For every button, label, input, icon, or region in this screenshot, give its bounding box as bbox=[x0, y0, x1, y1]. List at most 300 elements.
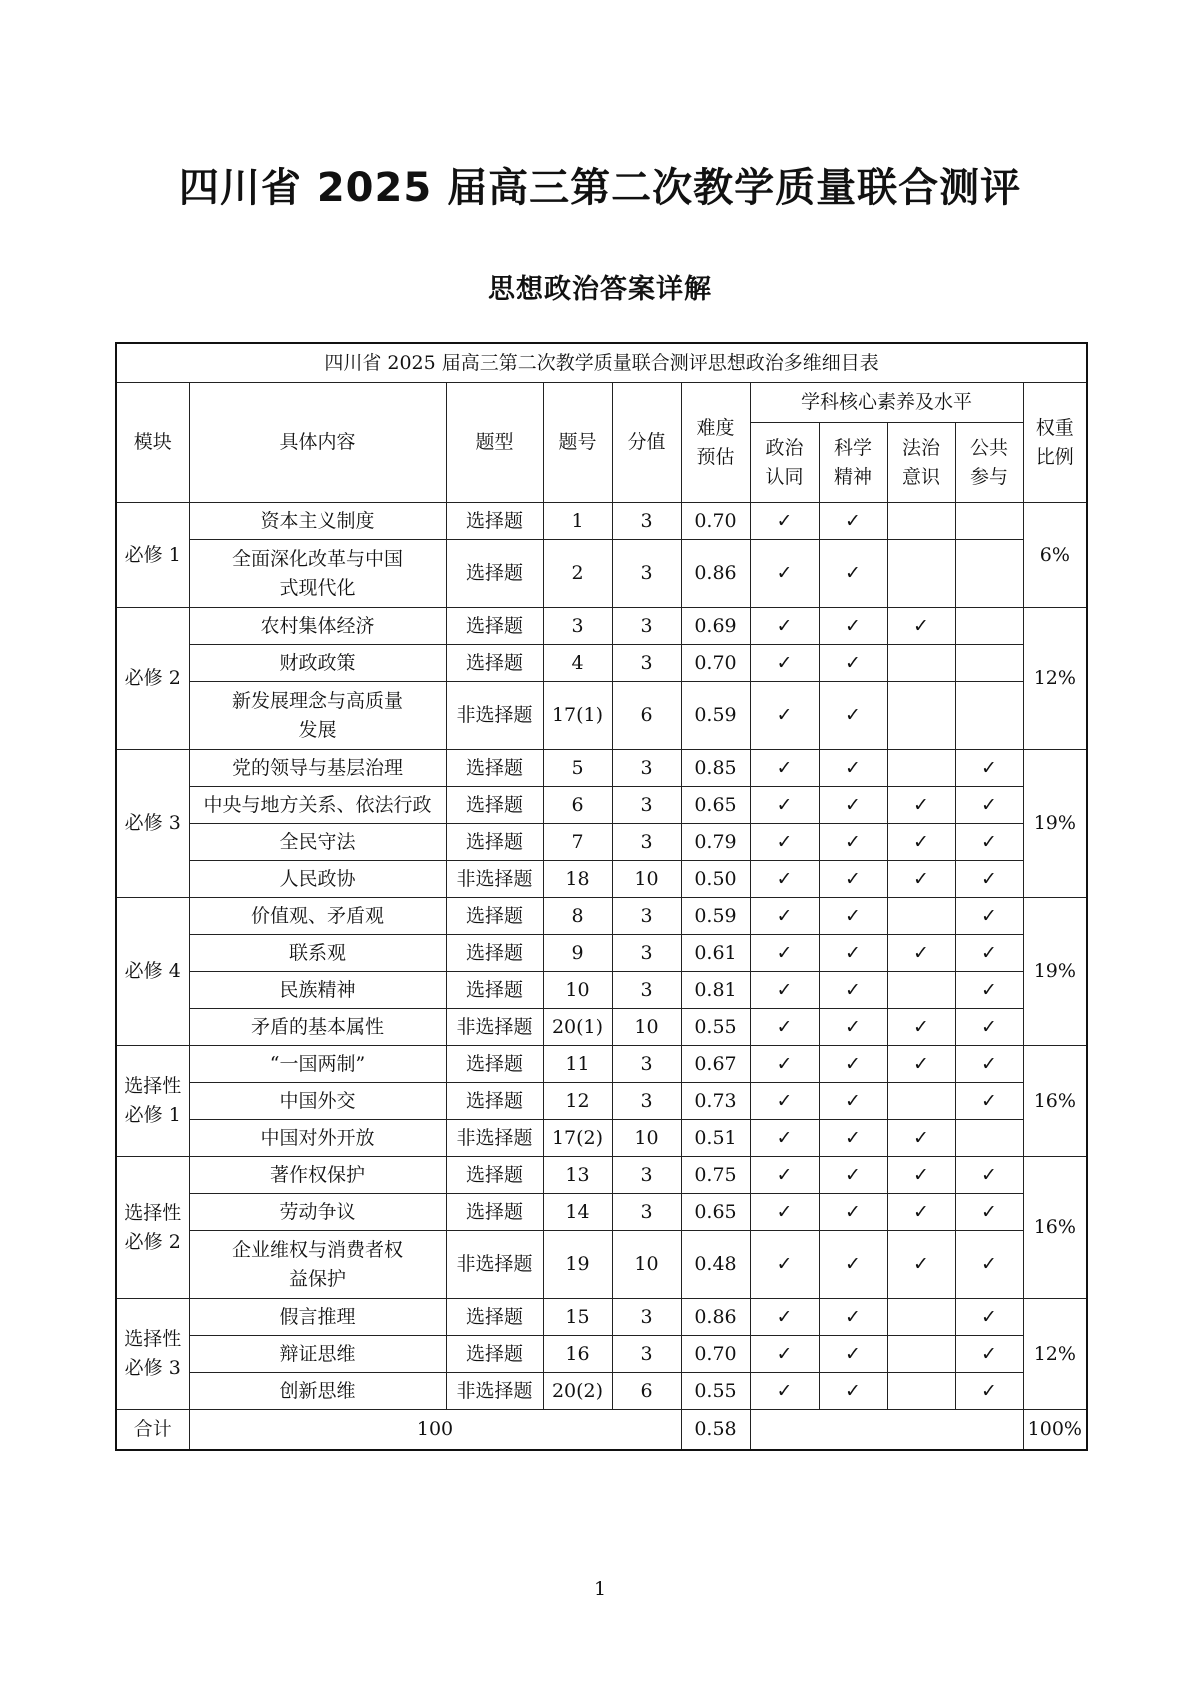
content-cell: 全民守法 bbox=[189, 824, 446, 861]
literacy-political-identity-cell bbox=[750, 682, 819, 750]
literacy-scientific-spirit-cell bbox=[819, 1336, 887, 1373]
literacy-political-identity-cell bbox=[750, 503, 819, 540]
number-cell: 6 bbox=[543, 787, 612, 824]
header-module: 模块 bbox=[116, 383, 189, 503]
check-mark-icon: ✓ bbox=[913, 941, 929, 964]
table-row bbox=[116, 861, 1087, 898]
document-subtitle: 思想政治答案详解 bbox=[488, 274, 712, 305]
content-cell: 全面深化改革与中国式现代化 bbox=[189, 540, 446, 608]
score-cell: 10 bbox=[612, 1009, 681, 1046]
literacy-public-participation-cell bbox=[955, 1299, 1023, 1336]
content-cell: 价值观、矛盾观 bbox=[189, 898, 446, 935]
module-cell: 选择性必修 3 bbox=[116, 1299, 189, 1410]
literacy-political-identity-cell bbox=[750, 1157, 819, 1194]
content-cell: 财政政策 bbox=[189, 645, 446, 682]
table-row bbox=[116, 972, 1087, 1009]
type-cell: 选择题 bbox=[446, 1336, 543, 1373]
number-cell: 4 bbox=[543, 645, 612, 682]
check-mark-icon: ✓ bbox=[981, 793, 997, 816]
check-mark-icon: ✓ bbox=[913, 1052, 929, 1075]
literacy-political-identity-cell bbox=[750, 824, 819, 861]
number-cell: 16 bbox=[543, 1336, 612, 1373]
check-mark-icon: ✓ bbox=[981, 867, 997, 890]
literacy-public-participation-cell bbox=[955, 824, 1023, 861]
weight-cell: 19% bbox=[1023, 898, 1087, 1046]
check-mark-icon: ✓ bbox=[776, 614, 793, 637]
check-mark-icon: ✓ bbox=[776, 1126, 793, 1149]
table-row bbox=[116, 1231, 1087, 1299]
score-cell: 3 bbox=[612, 1083, 681, 1120]
header-literacy-political-identity: 政治认同 bbox=[750, 423, 819, 503]
number-cell: 17(2) bbox=[543, 1120, 612, 1157]
score-cell: 3 bbox=[612, 540, 681, 608]
difficulty-cell: 0.85 bbox=[681, 750, 750, 787]
number-cell: 2 bbox=[543, 540, 612, 608]
number-cell: 10 bbox=[543, 972, 612, 1009]
literacy-public-participation-cell bbox=[955, 1231, 1023, 1299]
check-mark-icon: ✓ bbox=[981, 1163, 997, 1186]
number-cell: 7 bbox=[543, 824, 612, 861]
content-cell: 中央与地方关系、依法行政 bbox=[189, 787, 446, 824]
table-row bbox=[116, 1083, 1087, 1120]
content-cell: 人民政协 bbox=[189, 861, 446, 898]
literacy-public-participation-cell bbox=[955, 1373, 1023, 1410]
check-mark-icon: ✓ bbox=[845, 1379, 861, 1402]
page-number: 1 bbox=[593, 1578, 607, 1600]
number-cell: 20(1) bbox=[543, 1009, 612, 1046]
number-cell: 5 bbox=[543, 750, 612, 787]
difficulty-cell: 0.59 bbox=[681, 682, 750, 750]
literacy-political-identity-cell bbox=[750, 787, 819, 824]
header-literacy-public-participation: 公共参与 bbox=[955, 423, 1023, 503]
check-mark-icon: ✓ bbox=[845, 704, 861, 726]
table-row bbox=[116, 898, 1087, 935]
literacy-rule-of-law-cell bbox=[887, 824, 955, 861]
module-cell: 选择性必修 2 bbox=[116, 1157, 189, 1299]
check-mark-icon: ✓ bbox=[845, 830, 861, 853]
header-literacy-rule-of-law: 法治意识 bbox=[887, 423, 955, 503]
literacy-public-participation-cell bbox=[955, 1336, 1023, 1373]
difficulty-cell: 0.51 bbox=[681, 1120, 750, 1157]
literacy-rule-of-law-cell bbox=[887, 645, 955, 682]
check-mark-icon: ✓ bbox=[776, 1200, 793, 1223]
difficulty-cell: 0.48 bbox=[681, 1231, 750, 1299]
content-cell: 农村集体经济 bbox=[189, 608, 446, 645]
difficulty-cell: 0.79 bbox=[681, 824, 750, 861]
check-mark-icon: ✓ bbox=[776, 509, 793, 532]
type-cell: 选择题 bbox=[446, 972, 543, 1009]
check-mark-icon: ✓ bbox=[776, 1305, 793, 1328]
check-mark-icon: ✓ bbox=[913, 1015, 929, 1038]
literacy-rule-of-law-cell bbox=[887, 972, 955, 1009]
weight-cell: 16% bbox=[1023, 1157, 1087, 1299]
literacy-public-participation-cell bbox=[955, 682, 1023, 750]
table-row bbox=[116, 750, 1087, 787]
difficulty-cell: 0.70 bbox=[681, 645, 750, 682]
check-mark-icon: ✓ bbox=[776, 651, 793, 674]
table-row bbox=[116, 935, 1087, 972]
literacy-scientific-spirit-cell bbox=[819, 1157, 887, 1194]
check-mark-icon: ✓ bbox=[845, 1305, 861, 1328]
type-cell: 非选择题 bbox=[446, 1231, 543, 1299]
literacy-scientific-spirit-cell bbox=[819, 1194, 887, 1231]
score-cell: 10 bbox=[612, 1120, 681, 1157]
check-mark-icon: ✓ bbox=[845, 1200, 861, 1223]
content-cell: 资本主义制度 bbox=[189, 503, 446, 540]
content-cell: 联系观 bbox=[189, 935, 446, 972]
literacy-scientific-spirit-cell bbox=[819, 787, 887, 824]
literacy-rule-of-law-cell bbox=[887, 1194, 955, 1231]
content-cell: 劳动争议 bbox=[189, 1194, 446, 1231]
score-cell: 3 bbox=[612, 1336, 681, 1373]
difficulty-cell: 0.86 bbox=[681, 1299, 750, 1336]
literacy-scientific-spirit-cell bbox=[819, 972, 887, 1009]
check-mark-icon: ✓ bbox=[776, 1089, 793, 1112]
score-cell: 3 bbox=[612, 787, 681, 824]
check-mark-icon: ✓ bbox=[845, 941, 861, 964]
type-cell: 选择题 bbox=[446, 608, 543, 645]
content-cell: 矛盾的基本属性 bbox=[189, 1009, 446, 1046]
literacy-rule-of-law-cell bbox=[887, 1299, 955, 1336]
weight-cell: 6% bbox=[1023, 503, 1087, 608]
table-body bbox=[116, 503, 1087, 1410]
check-mark-icon: ✓ bbox=[776, 904, 793, 927]
check-mark-icon: ✓ bbox=[981, 1342, 997, 1365]
total-weight: 100% bbox=[1023, 1410, 1087, 1450]
weight-cell: 16% bbox=[1023, 1046, 1087, 1157]
literacy-scientific-spirit-cell bbox=[819, 824, 887, 861]
score-cell: 10 bbox=[612, 861, 681, 898]
difficulty-cell: 0.55 bbox=[681, 1373, 750, 1410]
literacy-public-participation-cell bbox=[955, 1194, 1023, 1231]
difficulty-cell: 0.70 bbox=[681, 1336, 750, 1373]
score-cell: 3 bbox=[612, 935, 681, 972]
table-row bbox=[116, 540, 1087, 608]
table-row bbox=[116, 1120, 1087, 1157]
module-cell: 必修 3 bbox=[116, 750, 189, 898]
check-mark-icon: ✓ bbox=[981, 1305, 997, 1328]
table-caption: 四川省 2025 届高三第二次教学质量联合测评思想政治多维细目表 bbox=[116, 343, 1087, 383]
check-mark-icon: ✓ bbox=[913, 830, 929, 853]
literacy-rule-of-law-cell bbox=[887, 1157, 955, 1194]
literacy-public-participation-cell bbox=[955, 1120, 1023, 1157]
module-cell: 选择性必修 1 bbox=[116, 1046, 189, 1157]
weight-cell: 12% bbox=[1023, 608, 1087, 750]
literacy-scientific-spirit-cell bbox=[819, 1231, 887, 1299]
header-difficulty: 难度预估 bbox=[681, 383, 750, 503]
score-cell: 3 bbox=[612, 898, 681, 935]
literacy-public-participation-cell bbox=[955, 1046, 1023, 1083]
difficulty-cell: 0.59 bbox=[681, 898, 750, 935]
literacy-political-identity-cell bbox=[750, 935, 819, 972]
literacy-political-identity-cell bbox=[750, 1231, 819, 1299]
number-cell: 12 bbox=[543, 1083, 612, 1120]
content-cell: 假言推理 bbox=[189, 1299, 446, 1336]
type-cell: 选择题 bbox=[446, 645, 543, 682]
literacy-scientific-spirit-cell bbox=[819, 608, 887, 645]
type-cell: 选择题 bbox=[446, 1046, 543, 1083]
check-mark-icon: ✓ bbox=[845, 904, 861, 927]
type-cell: 选择题 bbox=[446, 540, 543, 608]
literacy-political-identity-cell bbox=[750, 861, 819, 898]
literacy-rule-of-law-cell bbox=[887, 1120, 955, 1157]
check-mark-icon: ✓ bbox=[981, 941, 997, 964]
check-mark-icon: ✓ bbox=[776, 978, 793, 1001]
difficulty-cell: 0.75 bbox=[681, 1157, 750, 1194]
header-content: 具体内容 bbox=[189, 383, 446, 503]
literacy-rule-of-law-cell bbox=[887, 935, 955, 972]
table-row bbox=[116, 503, 1087, 540]
score-cell: 3 bbox=[612, 503, 681, 540]
literacy-political-identity-cell bbox=[750, 1046, 819, 1083]
difficulty-cell: 0.73 bbox=[681, 1083, 750, 1120]
score-cell: 3 bbox=[612, 824, 681, 861]
difficulty-cell: 0.65 bbox=[681, 787, 750, 824]
number-cell: 18 bbox=[543, 861, 612, 898]
table-row bbox=[116, 1194, 1087, 1231]
type-cell: 选择题 bbox=[446, 898, 543, 935]
score-cell: 6 bbox=[612, 1373, 681, 1410]
module-cell: 必修 2 bbox=[116, 608, 189, 750]
total-score: 100 bbox=[189, 1410, 681, 1450]
table-row bbox=[116, 682, 1087, 750]
literacy-political-identity-cell bbox=[750, 1009, 819, 1046]
literacy-rule-of-law-cell bbox=[887, 898, 955, 935]
number-cell: 9 bbox=[543, 935, 612, 972]
literacy-rule-of-law-cell bbox=[887, 608, 955, 645]
check-mark-icon: ✓ bbox=[913, 1126, 929, 1149]
literacy-rule-of-law-cell bbox=[887, 1046, 955, 1083]
score-cell: 3 bbox=[612, 1046, 681, 1083]
check-mark-icon: ✓ bbox=[845, 867, 861, 890]
type-cell: 选择题 bbox=[446, 824, 543, 861]
check-mark-icon: ✓ bbox=[845, 978, 861, 1001]
literacy-political-identity-cell bbox=[750, 608, 819, 645]
score-cell: 3 bbox=[612, 1157, 681, 1194]
literacy-rule-of-law-cell bbox=[887, 1373, 955, 1410]
content-cell: 辩证思维 bbox=[189, 1336, 446, 1373]
difficulty-cell: 0.61 bbox=[681, 935, 750, 972]
check-mark-icon: ✓ bbox=[913, 867, 929, 890]
score-cell: 3 bbox=[612, 1299, 681, 1336]
literacy-political-identity-cell bbox=[750, 972, 819, 1009]
difficulty-cell: 0.69 bbox=[681, 608, 750, 645]
literacy-scientific-spirit-cell bbox=[819, 503, 887, 540]
check-mark-icon: ✓ bbox=[845, 1089, 861, 1112]
check-mark-icon: ✓ bbox=[845, 614, 861, 637]
literacy-rule-of-law-cell bbox=[887, 1083, 955, 1120]
check-mark-icon: ✓ bbox=[776, 562, 793, 584]
type-cell: 非选择题 bbox=[446, 1009, 543, 1046]
literacy-political-identity-cell bbox=[750, 1194, 819, 1231]
literacy-rule-of-law-cell bbox=[887, 750, 955, 787]
check-mark-icon: ✓ bbox=[845, 1015, 861, 1038]
total-difficulty: 0.58 bbox=[681, 1410, 750, 1450]
table-row bbox=[116, 1373, 1087, 1410]
difficulty-cell: 0.86 bbox=[681, 540, 750, 608]
total-row bbox=[116, 1410, 1087, 1450]
literacy-political-identity-cell bbox=[750, 1083, 819, 1120]
specification-table bbox=[115, 342, 1088, 1451]
type-cell: 选择题 bbox=[446, 1083, 543, 1120]
literacy-scientific-spirit-cell bbox=[819, 898, 887, 935]
literacy-political-identity-cell bbox=[750, 540, 819, 608]
content-cell: 企业维权与消费者权益保护 bbox=[189, 1231, 446, 1299]
number-cell: 14 bbox=[543, 1194, 612, 1231]
number-cell: 8 bbox=[543, 898, 612, 935]
check-mark-icon: ✓ bbox=[913, 793, 929, 816]
literacy-scientific-spirit-cell bbox=[819, 540, 887, 608]
header-literacy-scientific-spirit: 科学精神 bbox=[819, 423, 887, 503]
literacy-rule-of-law-cell bbox=[887, 540, 955, 608]
check-mark-icon: ✓ bbox=[845, 1253, 861, 1275]
literacy-public-participation-cell bbox=[955, 608, 1023, 645]
literacy-public-participation-cell bbox=[955, 645, 1023, 682]
check-mark-icon: ✓ bbox=[913, 1200, 929, 1223]
table-row bbox=[116, 1299, 1087, 1336]
literacy-political-identity-cell bbox=[750, 1299, 819, 1336]
type-cell: 非选择题 bbox=[446, 1373, 543, 1410]
number-cell: 19 bbox=[543, 1231, 612, 1299]
check-mark-icon: ✓ bbox=[981, 1253, 997, 1275]
score-cell: 3 bbox=[612, 608, 681, 645]
content-cell: 中国外交 bbox=[189, 1083, 446, 1120]
literacy-public-participation-cell bbox=[955, 503, 1023, 540]
check-mark-icon: ✓ bbox=[845, 562, 861, 584]
literacy-public-participation-cell bbox=[955, 1157, 1023, 1194]
number-cell: 13 bbox=[543, 1157, 612, 1194]
number-cell: 20(2) bbox=[543, 1373, 612, 1410]
check-mark-icon: ✓ bbox=[776, 1163, 793, 1186]
literacy-public-participation-cell bbox=[955, 1009, 1023, 1046]
literacy-scientific-spirit-cell bbox=[819, 935, 887, 972]
table-row bbox=[116, 608, 1087, 645]
check-mark-icon: ✓ bbox=[981, 1015, 997, 1038]
document-title: 四川省 2025 届高三第二次教学质量联合测评 bbox=[178, 165, 1022, 211]
type-cell: 非选择题 bbox=[446, 1120, 543, 1157]
header-score: 分值 bbox=[612, 383, 681, 503]
content-cell: 创新思维 bbox=[189, 1373, 446, 1410]
literacy-scientific-spirit-cell bbox=[819, 1009, 887, 1046]
score-cell: 10 bbox=[612, 1231, 681, 1299]
check-mark-icon: ✓ bbox=[913, 1253, 929, 1275]
number-cell: 3 bbox=[543, 608, 612, 645]
check-mark-icon: ✓ bbox=[776, 867, 793, 890]
content-cell: 党的领导与基层治理 bbox=[189, 750, 446, 787]
check-mark-icon: ✓ bbox=[845, 1052, 861, 1075]
module-cell: 必修 4 bbox=[116, 898, 189, 1046]
literacy-scientific-spirit-cell bbox=[819, 1046, 887, 1083]
literacy-scientific-spirit-cell bbox=[819, 645, 887, 682]
check-mark-icon: ✓ bbox=[913, 1163, 929, 1186]
literacy-public-participation-cell bbox=[955, 861, 1023, 898]
check-mark-icon: ✓ bbox=[981, 830, 997, 853]
check-mark-icon: ✓ bbox=[981, 1200, 997, 1223]
table-row bbox=[116, 1336, 1087, 1373]
literacy-political-identity-cell bbox=[750, 1336, 819, 1373]
table-row bbox=[116, 1046, 1087, 1083]
literacy-rule-of-law-cell bbox=[887, 1231, 955, 1299]
check-mark-icon: ✓ bbox=[776, 1052, 793, 1075]
difficulty-cell: 0.67 bbox=[681, 1046, 750, 1083]
literacy-rule-of-law-cell bbox=[887, 503, 955, 540]
literacy-scientific-spirit-cell bbox=[819, 750, 887, 787]
difficulty-cell: 0.81 bbox=[681, 972, 750, 1009]
content-cell: 民族精神 bbox=[189, 972, 446, 1009]
content-cell: 中国对外开放 bbox=[189, 1120, 446, 1157]
check-mark-icon: ✓ bbox=[981, 1089, 997, 1112]
literacy-scientific-spirit-cell bbox=[819, 1373, 887, 1410]
type-cell: 选择题 bbox=[446, 750, 543, 787]
literacy-scientific-spirit-cell bbox=[819, 1083, 887, 1120]
literacy-scientific-spirit-cell bbox=[819, 861, 887, 898]
check-mark-icon: ✓ bbox=[845, 651, 861, 674]
header-weight: 权重比例 bbox=[1023, 383, 1087, 503]
check-mark-icon: ✓ bbox=[776, 941, 793, 964]
header-type: 题型 bbox=[446, 383, 543, 503]
literacy-political-identity-cell bbox=[750, 898, 819, 935]
check-mark-icon: ✓ bbox=[845, 1126, 861, 1149]
check-mark-icon: ✓ bbox=[913, 614, 929, 637]
score-cell: 6 bbox=[612, 682, 681, 750]
weight-cell: 19% bbox=[1023, 750, 1087, 898]
literacy-rule-of-law-cell bbox=[887, 1336, 955, 1373]
type-cell: 选择题 bbox=[446, 503, 543, 540]
literacy-scientific-spirit-cell bbox=[819, 682, 887, 750]
total-label: 合计 bbox=[116, 1410, 189, 1450]
literacy-political-identity-cell bbox=[750, 1373, 819, 1410]
check-mark-icon: ✓ bbox=[845, 793, 861, 816]
check-mark-icon: ✓ bbox=[845, 1163, 861, 1186]
type-cell: 非选择题 bbox=[446, 861, 543, 898]
check-mark-icon: ✓ bbox=[981, 1379, 997, 1402]
number-cell: 11 bbox=[543, 1046, 612, 1083]
type-cell: 选择题 bbox=[446, 1194, 543, 1231]
literacy-public-participation-cell bbox=[955, 935, 1023, 972]
content-cell: “一国两制” bbox=[189, 1046, 446, 1083]
literacy-rule-of-law-cell bbox=[887, 1009, 955, 1046]
content-cell: 著作权保护 bbox=[189, 1157, 446, 1194]
literacy-scientific-spirit-cell bbox=[819, 1299, 887, 1336]
literacy-rule-of-law-cell bbox=[887, 787, 955, 824]
content-cell: 新发展理念与高质量发展 bbox=[189, 682, 446, 750]
literacy-political-identity-cell bbox=[750, 750, 819, 787]
module-cell: 必修 1 bbox=[116, 503, 189, 608]
check-mark-icon: ✓ bbox=[981, 756, 997, 779]
check-mark-icon: ✓ bbox=[776, 830, 793, 853]
difficulty-cell: 0.50 bbox=[681, 861, 750, 898]
literacy-public-participation-cell bbox=[955, 972, 1023, 1009]
type-cell: 选择题 bbox=[446, 787, 543, 824]
check-mark-icon: ✓ bbox=[776, 1379, 793, 1402]
check-mark-icon: ✓ bbox=[776, 1253, 793, 1275]
type-cell: 选择题 bbox=[446, 935, 543, 972]
literacy-public-participation-cell bbox=[955, 750, 1023, 787]
table-row bbox=[116, 824, 1087, 861]
total-literacy-empty bbox=[750, 1410, 1023, 1450]
check-mark-icon: ✓ bbox=[981, 978, 997, 1001]
literacy-political-identity-cell bbox=[750, 1120, 819, 1157]
difficulty-cell: 0.70 bbox=[681, 503, 750, 540]
score-cell: 3 bbox=[612, 972, 681, 1009]
score-cell: 3 bbox=[612, 750, 681, 787]
literacy-public-participation-cell bbox=[955, 540, 1023, 608]
check-mark-icon: ✓ bbox=[981, 904, 997, 927]
header-literacy-group: 学科核心素养及水平 bbox=[750, 383, 1023, 423]
check-mark-icon: ✓ bbox=[776, 793, 793, 816]
weight-cell: 12% bbox=[1023, 1299, 1087, 1410]
check-mark-icon: ✓ bbox=[845, 1342, 861, 1365]
